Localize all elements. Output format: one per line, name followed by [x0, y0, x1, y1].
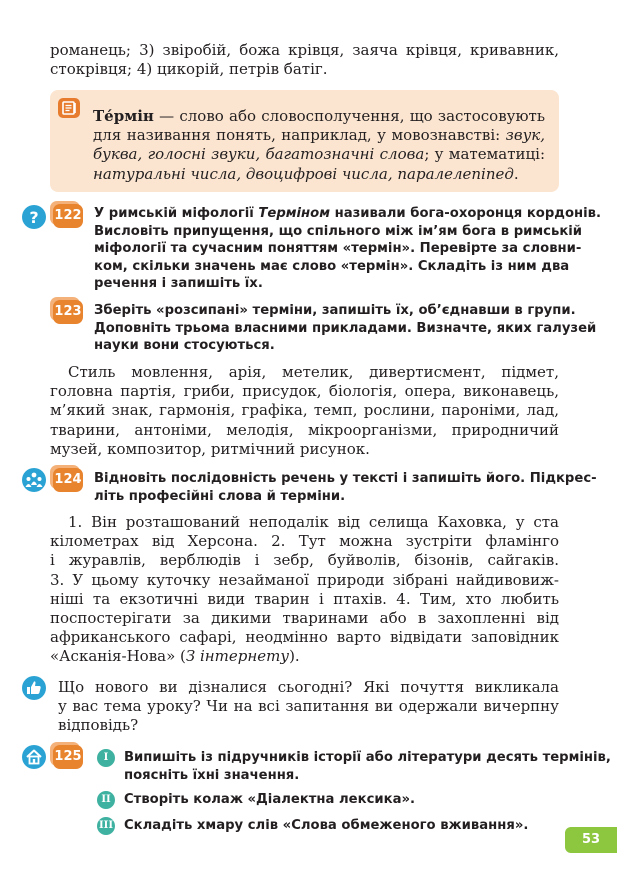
- passage-line-8: «Асканія-Нова» (З інтернету).: [50, 647, 300, 666]
- ex124-line-1: Відновіть послідовність речень у тексті і запишіть його. Підкрес-: [94, 471, 597, 486]
- group-work-icon: [22, 468, 46, 492]
- exercise-123-number: 123: [53, 300, 83, 324]
- term-line-1: Те́рмін — слово або словосполучення, що застосовують: [93, 107, 545, 125]
- task-3-text: [124, 817, 559, 835]
- exercise-124-passage: [50, 513, 559, 667]
- word-line-4: тварини, антоніми, мелодія, мікроорганізми, природничий: [50, 420, 559, 439]
- task-1-line-2: поясніть їхні значення.: [124, 767, 300, 783]
- ex123-line-1: Зберіть «розсипані» терміни, запишіть їх, об’єднавши в групи.: [94, 303, 576, 318]
- thumbs-up-icon: [22, 676, 46, 700]
- task-3-line-1: Складіть хмару слів «Слова обмеженого вживання».: [124, 818, 529, 833]
- ex123-line-3: науки вони стосуються.: [94, 338, 275, 353]
- reflection-text: [58, 678, 559, 736]
- ex123-line-2: Доповніть трьома власними прикладами. Визначте, яких галузей: [94, 320, 597, 336]
- level-1-marker: I: [97, 749, 115, 767]
- intro-paragraph: [50, 41, 559, 79]
- reflection-line-2: у вас тема уроку? Чи на всі запитання ви одержали вичерпну: [58, 697, 559, 716]
- passage-line-2: кілометрах від Херсона. 2. Тут можна зустріти фламінго: [50, 532, 559, 551]
- passage-line-3: і журавлів, верблюдів і зебр, буйволів, бізонів, сайгаків.: [50, 551, 559, 570]
- term-definition-text: [93, 107, 545, 184]
- word-line-2: головна партія, гриби, присудок, біологія, опера, виконавець,: [50, 382, 559, 401]
- reflection-line-3: відповідь?: [58, 716, 139, 735]
- ex122-line-4: ком, скільки значень має слово «термін». Складіть із ним два: [94, 258, 570, 274]
- exercise-123-word-list: [50, 363, 559, 459]
- passage-line-7: африканського сафарі, неодмінно варто відвідати заповідник: [50, 628, 559, 647]
- term-line-3: буква, голосні звуки, багатозначні слова; у математиці:: [93, 145, 545, 164]
- ex124-line-2: літь професійні слова й терміни.: [94, 488, 346, 504]
- word-line-5: музей, композитор, ритмічний рисунок.: [50, 439, 370, 458]
- task-1-text: [124, 749, 611, 784]
- intro-line-1: романець; 3) звіробій, божа крівця, заяча крівця, кривавник,: [50, 41, 559, 59]
- source-note: З інтернету: [185, 647, 290, 666]
- passage-line-6: поспостерігати за дикими тваринами або в захопленні від: [50, 609, 559, 628]
- term-line-2: для називання понять, наприклад, у мовознавстві: звук,: [93, 126, 545, 145]
- exercise-123-text: [94, 302, 597, 355]
- passage-line-5: ніші та екзотичні види тварин і птахів. 4. Тим, хто любить: [50, 589, 559, 608]
- question-icon: [22, 205, 46, 229]
- reflection-line-1: Що нового ви дізналися сьогодні? Які почуття викликала: [58, 678, 559, 696]
- passage-line-4: 3. У цьому куточку незайманої природи зібрані найдивовиж-: [50, 570, 559, 589]
- term-word: Те́рмін: [93, 107, 154, 125]
- word-line-3: м’який знак, гармонія, графіка, темп, рослини, пароніми, лад,: [50, 401, 559, 420]
- svg-text:?: ?: [29, 208, 39, 227]
- task-2-text: [124, 791, 559, 809]
- task-2-line-1: Створіть колаж «Діалектна лексика».: [124, 792, 416, 807]
- level-3-marker: III: [97, 817, 115, 835]
- passage-line-1: 1. Він розташований неподалік від селища Каховка, у ста: [68, 513, 559, 531]
- word-line-1: Стиль мовлення, арія, метелик, дивертисмент, підмет,: [68, 363, 559, 381]
- home-icon: [22, 745, 46, 769]
- notebook-icon: [58, 98, 80, 118]
- exercise-124-text: [94, 470, 597, 505]
- exercise-122-text: [94, 205, 602, 293]
- ex122-line-1: У римській міфології Терміном називали бога-охоронця кордонів.: [94, 206, 602, 221]
- intro-line-2: стокрівця; 4) цикорій, петрів батіг.: [50, 60, 328, 79]
- ex122-line-3: міфології та сучасним поняттям «термін». Перевірте за словни-: [94, 241, 582, 256]
- exercise-122-number: 122: [53, 204, 83, 228]
- ex122-line-5: речення і запишіть їх.: [94, 276, 263, 291]
- task-1-line-1: Випишіть із підручників історії або літератури десять термінів,: [124, 750, 611, 765]
- term-line-4: натуральні числа, двоцифрові числа, паралелепіпед.: [93, 164, 519, 183]
- page-number: 53: [565, 827, 617, 853]
- level-2-marker: II: [97, 791, 115, 809]
- exercise-125-number: 125: [53, 745, 83, 769]
- exercise-124-number: 124: [53, 468, 83, 492]
- ex122-line-2: Висловіть припущення, що спільного між ім’ям бога в римській: [94, 223, 583, 239]
